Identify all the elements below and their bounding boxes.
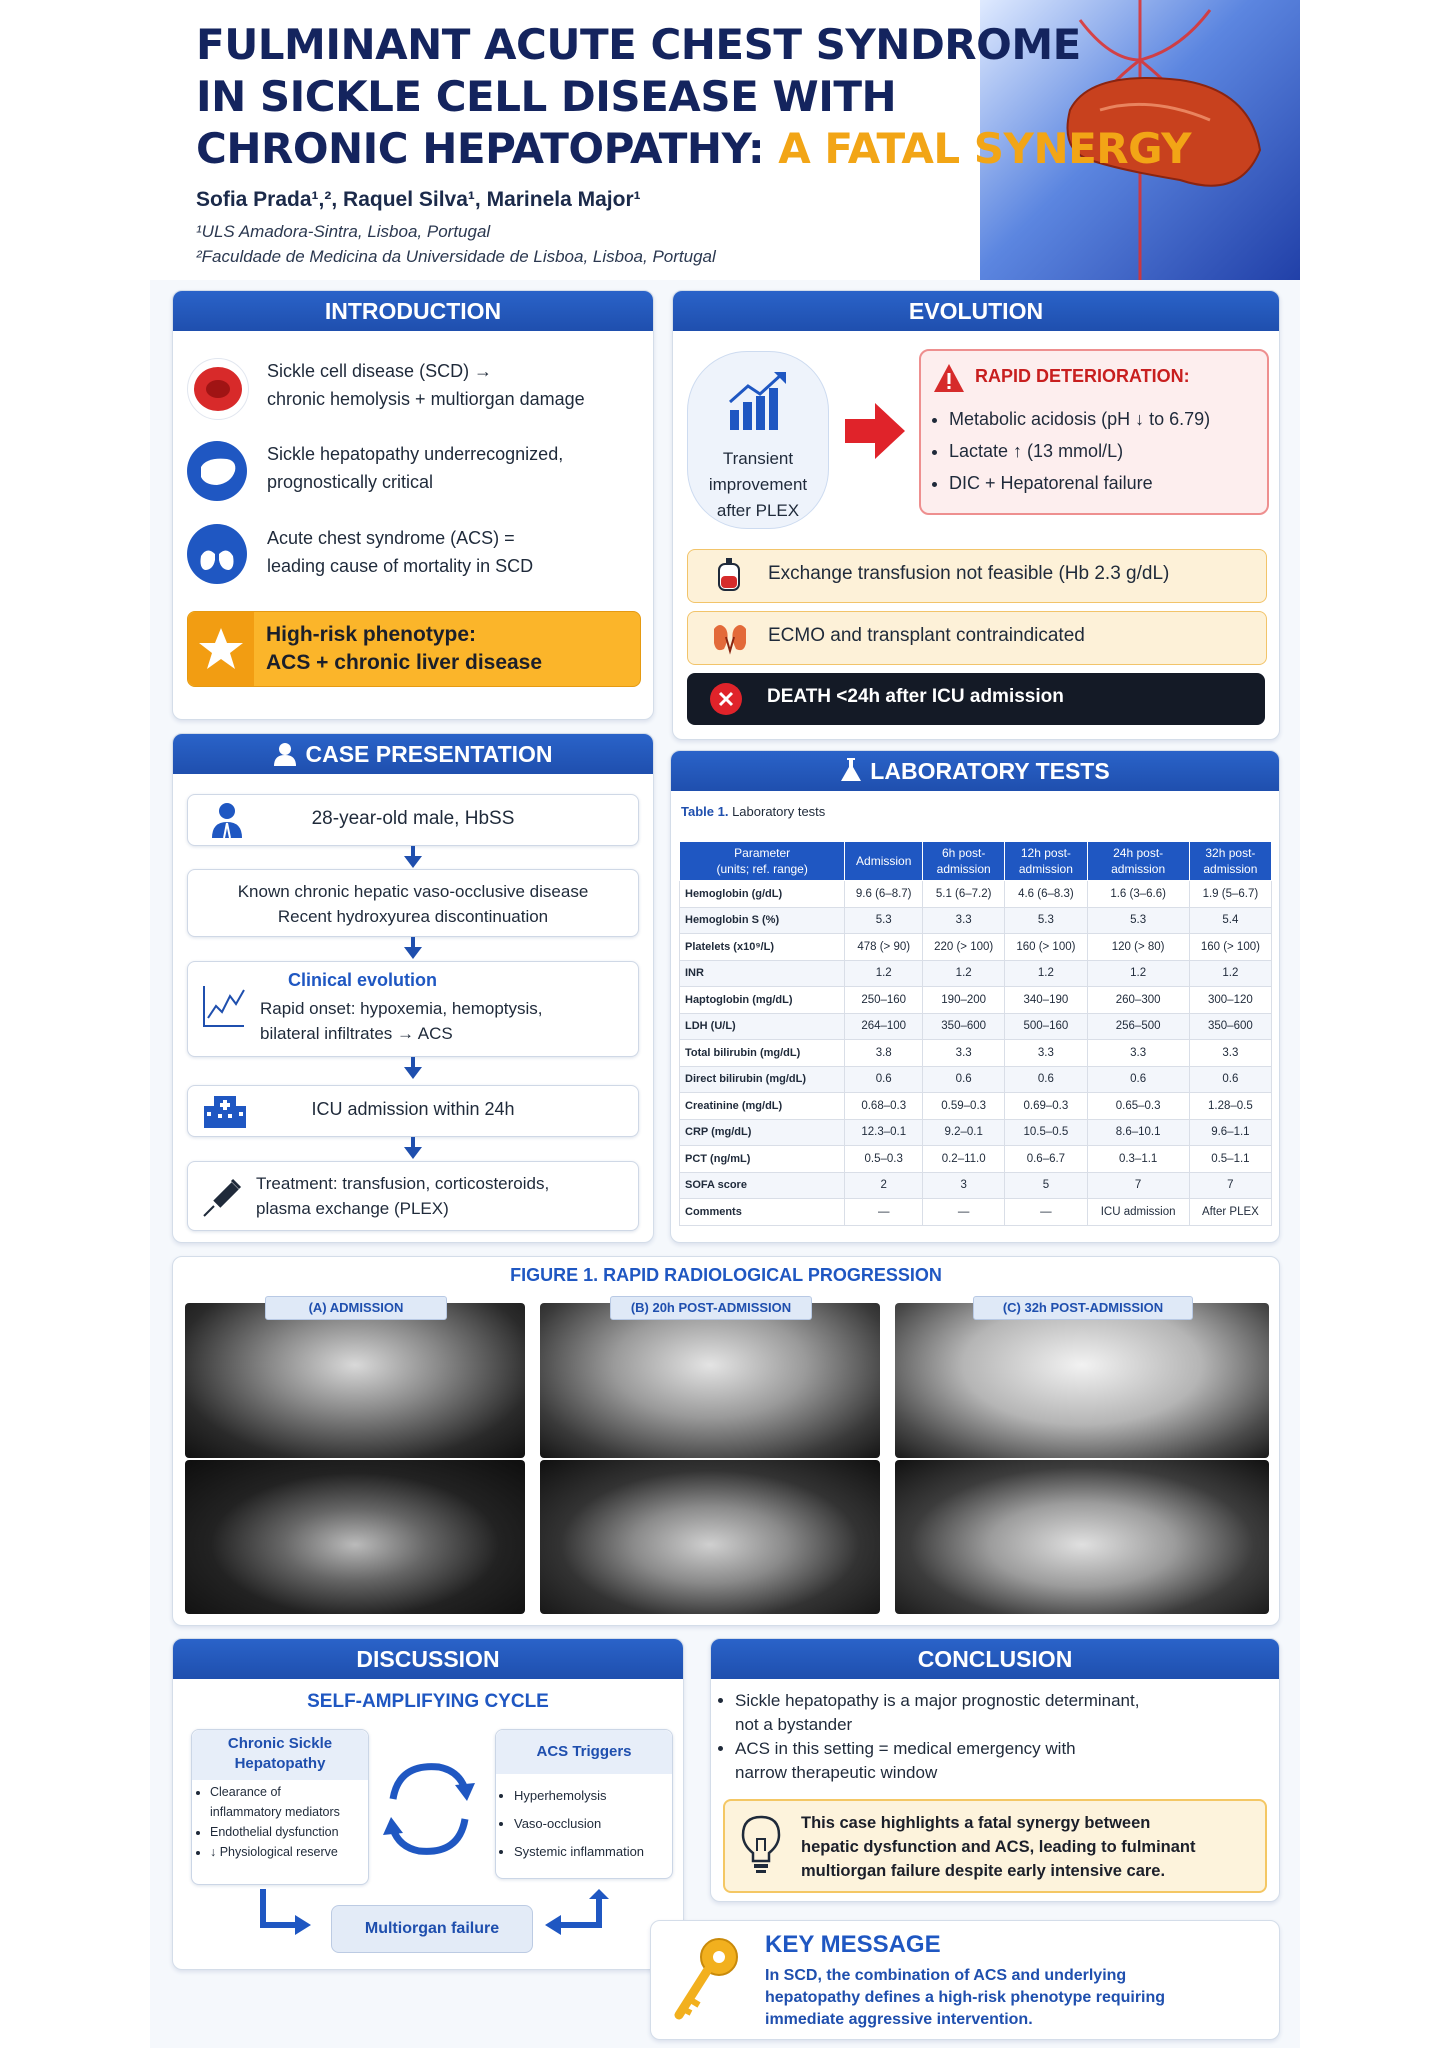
ct-scan-admission [185,1460,525,1614]
ecmo-text: ECMO and transplant contraindicated [768,625,1085,646]
x-icon [709,682,743,721]
key-message-line-1: In SCD, the combination of ACS and underlying [765,1967,1127,1984]
conclusion-item-1-line-2: not a bystander [735,1715,853,1734]
clinical-line-1: Rapid onset: hypoxemia, hemoptysis, [260,999,543,1018]
lab-parameter-cell: Direct bilirubin (mg/dL) [680,1066,845,1093]
conclusion-item-2-line-2: narrow therapeutic window [735,1763,938,1782]
lab-value-cell: ICU admission [1087,1199,1189,1226]
red-blood-cell-icon [187,358,249,420]
hepatopathy-list [196,1782,340,1862]
lab-column-header-line: (units; ref. range) [716,862,808,876]
lab-value-cell: 0.5–1.1 [1189,1146,1271,1173]
conclusion-item-1-line-1: • Sickle hepatopathy is a major prognostic determinant, [735,1691,1140,1710]
lab-caption-bold: Table 1. [681,804,729,819]
lungs-icon [187,524,247,584]
history-text [188,879,638,929]
lab-value-cell: 3.3 [1087,1040,1189,1067]
hepatopathy-title-line-1: Chronic Sickle [227,1735,333,1752]
lab-value-cell: 5.3 [845,907,923,934]
conclusion-highlight-line-1: This case highlights a fatal synergy between [801,1814,1151,1832]
lab-value-cell: 0.69–0.3 [1005,1093,1087,1120]
lab-value-cell: 300–120 [1189,987,1271,1014]
clinical-evolution-box [187,961,639,1057]
lab-column-header-line: 32h post- [1205,846,1256,860]
lab-value-cell: 264–100 [845,1013,923,1040]
patient-box [187,794,639,846]
key-message-text [765,1965,1165,2031]
lab-value-cell: 10.5–0.5 [1005,1119,1087,1146]
deterioration-item: • Metabolic acidosis (pH ↓ to 6.79) [949,403,1210,435]
cycle-subtitle: SELF-AMPLIFYING CYCLE [307,1691,549,1712]
right-arrow-icon [845,403,905,464]
high-risk-line-2: ACS + chronic liver disease [266,651,543,674]
exchange-transfusion-text: Exchange transfusion not feasible (Hb 2.3 g/dL) [768,563,1170,584]
down-arrow-icon [404,856,422,868]
ecmo-row [687,611,1267,665]
lab-value-cell: 7 [1189,1172,1271,1199]
hepatopathy-item: • ↓ Physiological reserve [210,1842,340,1862]
lab-table-row [680,1146,1272,1173]
figure-panel-label: (C) 32h POST-ADMISSION [973,1296,1193,1320]
lab-value-cell: 1.2 [923,960,1005,987]
lab-value-cell: 3.3 [923,907,1005,934]
lab-value-cell: 0.6 [923,1066,1005,1093]
lab-parameter-cell: INR [680,960,845,987]
lab-header-row [680,842,1272,881]
lab-table-row [680,1199,1272,1226]
treatment-text [256,1171,549,1221]
lab-value-cell: 0.3–1.1 [1087,1146,1189,1173]
icu-box [187,1085,639,1137]
intro-item-2 [267,440,563,496]
key-message-line-3: immediate aggressive intervention. [765,2011,1033,2028]
high-risk-text [266,621,542,677]
lab-caption-rest: Laboratory tests [728,804,826,819]
lab-parameter-cell: PCT (ng/mL) [680,1146,845,1173]
conclusion-heading: CONCLUSION [711,1639,1279,1679]
trend-up-chart-icon [728,372,790,437]
lab-heading-text: LABORATORY TESTS [870,758,1110,784]
deterioration-item: • DIC + Hepatorenal failure [949,467,1210,499]
lab-table-row [680,1040,1272,1067]
lab-value-cell: 1.6 (3–6.6) [1087,881,1189,908]
lab-value-cell: 0.6–6.7 [1005,1146,1087,1173]
lab-parameter-cell: SOFA score [680,1172,845,1199]
lab-value-cell: 12.3–0.1 [845,1119,923,1146]
conclusion-highlight-line-2: hepatic dysfunction and ACS, leading to fulminant [801,1838,1196,1856]
lab-value-cell: 250–160 [845,987,923,1014]
lab-value-cell: 4.6 (6–8.3) [1005,881,1087,908]
lab-parameter-cell: Haptoglobin (mg/dL) [680,987,845,1014]
lab-value-cell: 340–190 [1005,987,1087,1014]
lab-value-cell: After PLEX [1189,1199,1271,1226]
treatment-box [187,1161,639,1231]
lab-value-cell: 2 [845,1172,923,1199]
lab-heading [671,751,1279,791]
lab-value-cell: 1.2 [1005,960,1087,987]
hepatopathy-title-line-2: Hepatopathy [234,1755,326,1772]
lab-column-header-line: 6h post- [941,846,986,860]
right-elbow-arrow-icon [543,1889,609,1946]
acs-trigger-item: • Hyperhemolysis [514,1782,644,1810]
case-heading [173,734,653,774]
lab-table-row [680,1013,1272,1040]
lab-parameter-cell: CRP (mg/dL) [680,1119,845,1146]
conclusion-highlight-line-3: multiorgan failure despite early intensive care. [801,1862,1166,1880]
lab-value-cell: 5.3 [1005,907,1087,934]
affiliation-1: ¹ULS Amadora-Sintra, Lisboa, Portugal [196,222,491,241]
case-heading-text: CASE PRESENTATION [305,741,553,767]
lab-parameter-cell: Comments [680,1199,845,1226]
lab-value-cell: 1.2 [1087,960,1189,987]
syringe-icon [200,1176,244,1225]
acs-triggers-title: ACS Triggers [496,1730,672,1774]
key-message-panel [650,1920,1280,2040]
lab-value-cell: 1.2 [845,960,923,987]
death-text: DEATH <24h after ICU admission [767,686,1064,707]
lab-value-cell: 256–500 [1087,1013,1189,1040]
lab-value-cell: 0.5–0.3 [845,1146,923,1173]
flow-arrow [411,937,415,947]
lab-parameter-cell: Hemoglobin S (%) [680,907,845,934]
lab-parameter-cell: Platelets (x10⁹/L) [680,934,845,961]
lab-value-cell: 0.6 [1189,1066,1271,1093]
lab-value-cell: 0.2–11.0 [923,1146,1005,1173]
lab-column-header [1005,842,1087,881]
intro-item-3 [267,524,533,580]
acs-trigger-item: • Vaso-occlusion [514,1810,644,1838]
transient-line-2: improvement [708,475,808,494]
discussion-heading: DISCUSSION [173,1639,683,1679]
lab-caption [681,804,825,819]
intro-item-3-line-1: Acute chest syndrome (ACS) = [267,528,515,548]
lab-value-cell: 350–600 [923,1013,1005,1040]
intro-item-1 [267,357,585,413]
evolution-heading: EVOLUTION [673,291,1279,331]
title-highlight: A FATAL SYNERGY [778,124,1192,173]
lab-value-cell: 500–160 [1005,1013,1087,1040]
deterioration-title: RAPID DETERIORATION: [975,366,1190,386]
clinical-title: Clinical evolution [288,970,438,990]
lab-value-cell: — [845,1199,923,1226]
lab-column-header-line: 24h post- [1113,846,1164,860]
ct-scan-32h [895,1460,1269,1614]
lab-value-cell: 0.65–0.3 [1087,1093,1189,1120]
introduction-panel [172,290,654,720]
lab-column-header-line: admission [1203,862,1258,876]
lab-table-row [680,907,1272,934]
lab-panel [670,750,1280,1243]
lab-value-cell: 3.3 [1005,1040,1087,1067]
flow-arrow [411,1057,415,1067]
lab-column-header-line: admission [936,862,991,876]
title-line-3-part-a: CHRONIC HEPATOPATHY: [196,124,779,173]
left-elbow-arrow-icon [257,1889,313,1946]
lab-value-cell: 1.9 (5–6.7) [1189,881,1271,908]
lab-value-cell: 120 (> 80) [1087,934,1189,961]
lab-value-cell: 8.6–10.1 [1087,1119,1189,1146]
lab-column-header-line: 12h post- [1020,846,1071,860]
evolution-panel [672,290,1280,740]
lab-value-cell: 160 (> 100) [1189,934,1271,961]
title-line-2: IN SICKLE CELL DISEASE WITH [196,72,897,121]
lab-table-head [680,842,1272,881]
discussion-panel [172,1638,684,1970]
poster [150,0,1300,2048]
lab-column-header-line: admission [1018,862,1073,876]
affiliation-2: ²Faculdade de Medicina da Universidade de Lisboa, Lisboa, Portugal [196,247,716,266]
acs-triggers-box [495,1729,673,1879]
patient-text: 28-year-old male, HbSS [311,808,515,829]
introduction-heading: INTRODUCTION [173,291,653,331]
lab-value-cell: 478 (> 90) [845,934,923,961]
treatment-line-1: Treatment: transfusion, corticosteroids, [256,1174,550,1193]
key-message-heading: KEY MESSAGE [765,1931,941,1958]
lab-value-cell: 260–300 [1087,987,1189,1014]
intro-item-1-line-1: Sickle cell disease (SCD) → [267,361,493,381]
lab-value-cell: — [1005,1199,1087,1226]
transient-text [688,446,828,524]
key-message-line-2: hepatopathy defines a high-risk phenotype requiring [765,1989,1166,2006]
chest-xray-admission [185,1303,525,1458]
lab-table-row [680,1119,1272,1146]
lab-value-cell: 1.2 [1189,960,1271,987]
lab-value-cell: 0.59–0.3 [923,1093,1005,1120]
acs-triggers-list [500,1782,644,1866]
conclusion-panel [710,1638,1280,1902]
key-icon [671,1935,741,2030]
lab-value-cell: 0.6 [1087,1066,1189,1093]
figure-panel [172,1256,1280,1626]
history-line-2: Recent hydroxyurea discontinuation [277,907,549,926]
chest-xray-20h [540,1303,880,1458]
lab-value-cell: 350–600 [1189,1013,1271,1040]
liver-icon [187,441,247,501]
person-icon [273,742,297,766]
lab-table-row [680,1093,1272,1120]
deterioration-box [919,349,1269,515]
conclusion-item-1 [735,1689,1139,1737]
history-box [187,869,639,937]
warning-icon [933,363,965,398]
lab-table-row [680,987,1272,1014]
conclusion-item-2 [735,1737,1139,1785]
conclusion-highlight-text [801,1811,1196,1883]
treatment-line-2: plasma exchange (PLEX) [256,1199,449,1218]
lab-table-row [680,934,1272,961]
lab-column-header [845,842,923,881]
star-icon [188,612,254,686]
lab-value-cell: 3.3 [923,1040,1005,1067]
line-chart-icon [202,984,246,1033]
lab-value-cell: 7 [1087,1172,1189,1199]
header [150,0,1300,280]
down-arrow-icon [404,1067,422,1079]
case-panel [172,733,654,1243]
acs-trigger-item: • Systemic inflammation [514,1838,644,1866]
high-risk-line-1: High-risk phenotype: [266,623,477,646]
authors: Sofia Prada¹,², Raquel Silva¹, Marinela Major¹ [196,188,641,211]
figure-title: FIGURE 1. RAPID RADIOLOGICAL PROGRESSION [510,1265,942,1285]
lab-table-row [680,960,1272,987]
lab-value-cell: 5 [1005,1172,1087,1199]
lab-table-row [680,1172,1272,1199]
lab-value-cell: 190–200 [923,987,1005,1014]
lab-value-cell: 0.68–0.3 [845,1093,923,1120]
intro-item-2-line-2: prognostically critical [267,472,434,492]
lab-column-header-line: admission [1111,862,1166,876]
lab-value-cell: 3.8 [845,1040,923,1067]
exchange-transfusion-row [687,549,1267,603]
lab-value-cell: 220 (> 100) [923,934,1005,961]
cycle-arrows-icon [379,1749,479,1874]
deterioration-list [927,403,1210,499]
lab-value-cell: 9.6–1.1 [1189,1119,1271,1146]
icu-text: ICU admission within 24h [311,1099,515,1119]
blood-bag-icon [716,558,742,599]
lab-value-cell: 0.6 [845,1066,923,1093]
lab-value-cell: 5.1 (6–7.2) [923,881,1005,908]
lab-value-cell: 9.6 (6–8.7) [845,881,923,908]
lab-column-header [1087,842,1189,881]
flow-arrow [411,846,415,856]
hepatopathy-title [192,1730,368,1780]
lab-column-header [1189,842,1271,881]
kidneys-icon [710,621,750,660]
conclusion-list [713,1689,1139,1785]
lab-value-cell: 5.4 [1189,907,1271,934]
deterioration-item: • Lactate ↑ (13 mmol/L) [949,435,1210,467]
title-line-1: FULMINANT ACUTE CHEST SYNDROME [196,20,1081,69]
lab-table [679,841,1272,1226]
down-arrow-icon [404,947,422,959]
conclusion-highlight [723,1799,1267,1893]
lab-value-cell: 160 (> 100) [1005,934,1087,961]
lab-value-cell: 0.6 [1005,1066,1087,1093]
transient-line-3: after PLEX [716,501,800,520]
title-line-3 [196,124,1191,173]
flask-icon [840,757,862,783]
lab-parameter-cell: Creatinine (mg/dL) [680,1093,845,1120]
figure-panel-label: (A) ADMISSION [265,1296,447,1320]
lightbulb-icon [741,1815,781,1880]
clinical-line-2: bilateral infiltrates → ACS [260,1024,453,1043]
lab-column-header-line: Admission [856,854,912,868]
lab-value-cell: 9.2–0.1 [923,1119,1005,1146]
lab-value-cell: 5.3 [1087,907,1189,934]
hepatopathy-item: • Clearance of inflammatory mediators [210,1782,340,1822]
lab-column-header [923,842,1005,881]
transient-line-1: Transient [722,449,794,468]
high-risk-highlight [187,611,641,687]
lab-value-cell: 1.28–0.5 [1189,1093,1271,1120]
lab-parameter-cell: Hemoglobin (g/dL) [680,881,845,908]
lab-value-cell: 3 [923,1172,1005,1199]
hepatopathy-item: • Endothelial dysfunction [210,1822,340,1842]
figure-panel-label: (B) 20h POST-ADMISSION [610,1296,812,1320]
intro-item-3-line-2: leading cause of mortality in SCD [267,556,534,576]
intro-item-2-line-1: Sickle hepatopathy underrecognized, [267,444,564,464]
conclusion-item-2-line-1: • ACS in this setting = medical emergency with [735,1739,1076,1758]
lab-column-header-line: Parameter [734,846,791,860]
transient-improvement-badge [687,351,829,529]
lab-parameter-cell: Total bilirubin (mg/dL) [680,1040,845,1067]
lab-table-body [680,881,1272,1226]
multiorgan-failure-box: Multiorgan failure [331,1905,533,1953]
clinical-text [260,996,543,1046]
intro-item-1-line-2: chronic hemolysis + multiorgan damage [267,389,585,409]
ct-scan-20h [540,1460,880,1614]
lab-table-row [680,1066,1272,1093]
hepatopathy-box [191,1729,369,1885]
lab-column-header [680,842,845,881]
down-arrow-icon [404,1147,422,1159]
lab-parameter-cell: LDH (U/L) [680,1013,845,1040]
lab-table-row [680,881,1272,908]
death-row [687,673,1265,725]
history-line-1: Known chronic hepatic vaso-occlusive disease [237,882,589,901]
chest-xray-32h [895,1303,1269,1458]
lab-value-cell: — [923,1199,1005,1226]
lab-value-cell: 3.3 [1189,1040,1271,1067]
flow-arrow [411,1137,415,1147]
